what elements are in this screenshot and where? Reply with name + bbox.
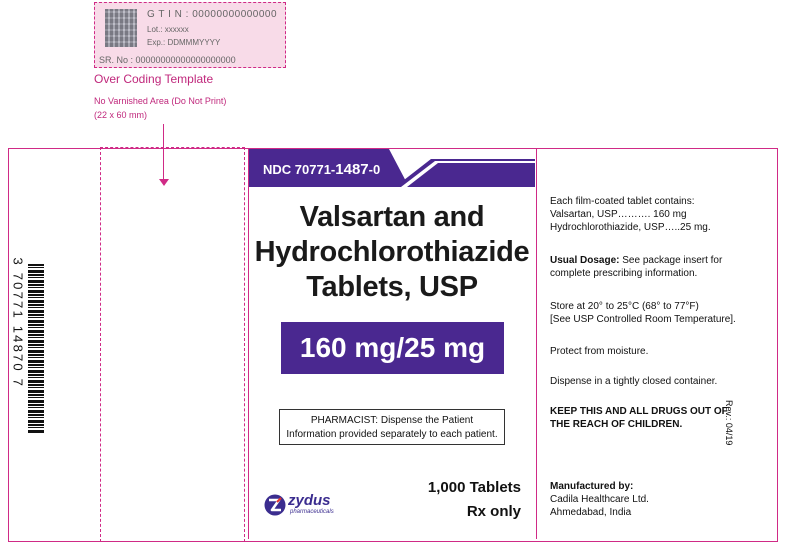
serial-text: SR. No : 00000000000000000000 xyxy=(99,55,236,65)
revision-code: Rev.: 04/19 xyxy=(724,400,734,446)
product-name-line1: Valsartan and xyxy=(299,201,485,233)
product-name xyxy=(249,200,535,305)
overcoding-title: Over Coding Template xyxy=(94,72,214,86)
datamatrix-placeholder xyxy=(105,9,137,47)
tablet-count: 1,000 Tablets xyxy=(427,479,521,496)
pointer-arrow-line xyxy=(163,124,164,180)
product-name-line3: Tablets, USP xyxy=(306,271,478,303)
manufacturer-label: Manufactured by: xyxy=(550,481,634,492)
no-varnish-note: No Varnished Area (Do Not Print) xyxy=(94,96,227,106)
rx-only: Rx only xyxy=(466,503,521,520)
ndc-code: 1487 xyxy=(335,161,369,178)
upc-barcode xyxy=(28,264,44,434)
overcoding-template-box xyxy=(94,2,286,68)
keep-away-line2: THE REACH OF CHILDREN. xyxy=(550,419,683,430)
zydus-logo xyxy=(264,492,354,522)
keep-away-line1: KEEP THIS AND ALL DRUGS OUT OF xyxy=(550,406,728,417)
storage-line1: Store at 20° to 25°C (68° to 77°F) xyxy=(550,301,699,312)
protect-moisture: Protect from moisture. xyxy=(550,346,649,357)
ingredient-valsartan: Valsartan, USP………. 160 mg xyxy=(550,209,687,220)
dosage-line1 xyxy=(550,255,722,267)
dosage-line2: complete prescribing information. xyxy=(550,268,698,279)
dosage-label: Usual Dosage: xyxy=(550,255,620,266)
pharmacist-note-box xyxy=(279,409,505,445)
logo-subtitle: pharmaceuticals xyxy=(290,509,334,515)
logo-wordmark: zydus xyxy=(288,492,331,509)
pointer-arrow-icon xyxy=(159,179,169,186)
no-varnish-area xyxy=(100,147,245,542)
zydus-mark-icon xyxy=(264,494,286,516)
ndc-suffix: -0 xyxy=(368,162,381,177)
composition-header: Each film-coated tablet contains: xyxy=(550,196,695,207)
barcode-number-wrap xyxy=(10,258,26,434)
dosage-text1: See package insert for xyxy=(619,255,723,266)
storage-line2: [See USP Controlled Room Temperature]. xyxy=(550,314,736,325)
manufacturer-location: Ahmedabad, India xyxy=(550,507,632,518)
ndc-band xyxy=(249,149,535,187)
lot-text: Lot.: xxxxxx xyxy=(147,25,189,34)
ndc-prefix: NDC 70771- xyxy=(263,162,336,177)
exp-text: Exp.: DDMMMYYYY xyxy=(147,38,221,47)
ingredient-hctz: Hydrochlorothiazide, USP…..25 mg. xyxy=(550,222,711,233)
panel-divider-right xyxy=(536,149,537,539)
gtin-text: G T I N : 00000000000000 xyxy=(147,9,278,20)
pharmacist-note-line1: PHARMACIST: Dispense the Patient xyxy=(310,415,474,426)
no-varnish-size: (22 x 60 mm) xyxy=(94,110,148,120)
strength-badge: 160 mg/25 mg xyxy=(281,322,504,374)
manufacturer-name: Cadila Healthcare Ltd. xyxy=(550,494,649,505)
pharmacist-note-line2: Information provided separately to each patient. xyxy=(286,429,498,440)
ndc-number xyxy=(263,161,380,178)
barcode-number: 3 70771 14870 7 xyxy=(10,257,26,389)
product-name-line2: Hydrochlorothiazide xyxy=(254,236,530,268)
dispense-instruction: Dispense in a tightly closed container. xyxy=(550,376,718,387)
